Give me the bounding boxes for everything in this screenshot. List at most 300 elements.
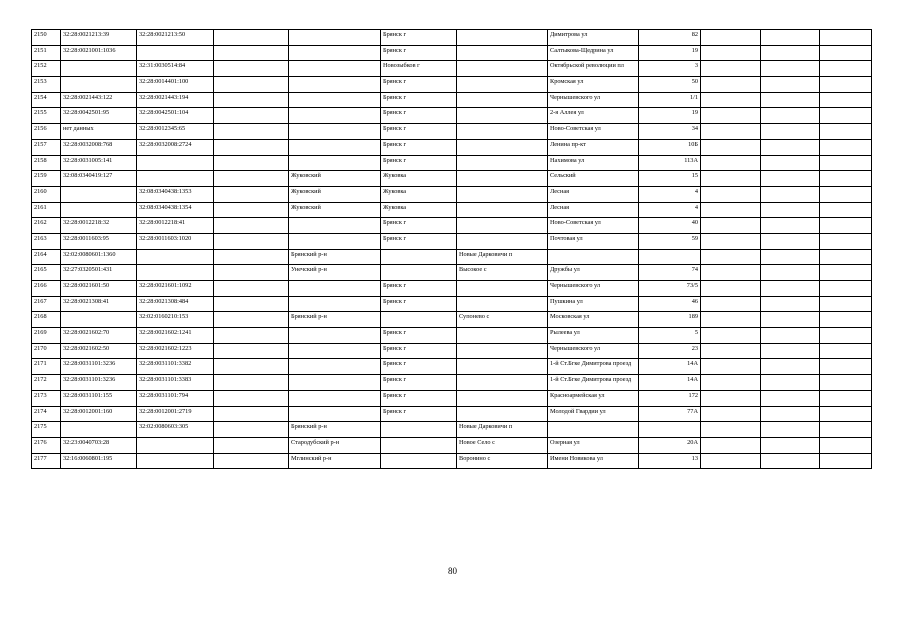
table-cell-n: 2157 [32,139,61,155]
table-cell-c3 [214,171,289,187]
table-cell-c1: 32:28:0011603:95 [61,233,137,249]
table-cell-c5: Брянск г [381,218,457,234]
table-cell-c5: Брянск г [381,296,457,312]
table-cell-c5: Брянск г [381,343,457,359]
table-cell-n: 2156 [32,124,61,140]
table-cell-c10 [761,139,820,155]
table-cell-c2: 32:28:0031101:3383 [137,375,214,391]
table-cell-c4 [289,77,381,93]
table-cell-c1: 32:28:0021602:70 [61,328,137,344]
table-cell-c4 [289,124,381,140]
table-cell-c1: 32:28:0042501:95 [61,108,137,124]
table-cell-c2: 32:28:0012001:2719 [137,406,214,422]
table-row [32,328,872,344]
table-cell-c2: 32:02:0160210:153 [137,312,214,328]
table-row [32,453,872,469]
table-cell-c4 [289,328,381,344]
table-cell-n: 2173 [32,390,61,406]
table-cell-n: 2176 [32,437,61,453]
table-cell-c3 [214,61,289,77]
table-cell-c3 [214,437,289,453]
table-cell-c2: 32:28:0021602:1241 [137,328,214,344]
table-cell-c10 [761,186,820,202]
table-cell-c2: 32:28:0012218:41 [137,218,214,234]
table-cell-c7: 1-й Ст.Бгке Димитрова проезд [548,359,639,375]
table-cell-c7: Рылеева ул [548,328,639,344]
table-cell-c5: Брянск г [381,30,457,46]
table-cell-c1: 32:08:0340419:127 [61,171,137,187]
table-cell-c3 [214,202,289,218]
table-cell-c1 [61,312,137,328]
table-cell-c7: Озерная ул [548,437,639,453]
table-cell-c7: Ново-Советская ул [548,218,639,234]
table-cell-c3 [214,422,289,438]
table-cell-c8: 172 [639,390,701,406]
table-cell-c10 [761,328,820,344]
table-cell-c9 [701,281,761,297]
table-cell-c2: 32:28:0031101:3382 [137,359,214,375]
table-cell-c8: 189 [639,312,701,328]
table-cell-c11 [820,343,872,359]
table-cell-c10 [761,422,820,438]
table-cell-c1: 32:27:0320501:431 [61,265,137,281]
table-cell-c2 [137,437,214,453]
table-cell-c10 [761,92,820,108]
table-row [32,406,872,422]
table-cell-c11 [820,359,872,375]
table-cell-c10 [761,233,820,249]
table-cell-c11 [820,422,872,438]
table-cell-c1: 32:16:0060801:195 [61,453,137,469]
table-cell-c9 [701,202,761,218]
table-cell-c4: Брянский р-н [289,249,381,265]
table-cell-c1: нет данных [61,124,137,140]
table-cell-c1: 32:28:0031101:155 [61,390,137,406]
table-row [32,375,872,391]
table-cell-n: 2171 [32,359,61,375]
table-cell-c7: Ленина пр-кт [548,139,639,155]
table-row [32,202,872,218]
table-cell-c3 [214,155,289,171]
table-cell-c10 [761,108,820,124]
table-row [32,171,872,187]
table-cell-c8: 77А [639,406,701,422]
table-cell-c9 [701,390,761,406]
table-cell-n: 2152 [32,61,61,77]
table-cell-c6 [457,77,548,93]
table-cell-c3 [214,139,289,155]
table-cell-n: 2164 [32,249,61,265]
table-cell-c8: 34 [639,124,701,140]
table-cell-c4 [289,390,381,406]
table-cell-c10 [761,124,820,140]
table-cell-c8: 14А [639,375,701,391]
table-cell-c9 [701,186,761,202]
table-cell-c4 [289,139,381,155]
table-cell-c5: Брянск г [381,92,457,108]
table-cell-c11 [820,139,872,155]
table-cell-c7: Лесная [548,202,639,218]
table-cell-c7: Сельский [548,171,639,187]
table-cell-c3 [214,233,289,249]
table-cell-c4: Брянский р-н [289,312,381,328]
table-row [32,155,872,171]
table-cell-c7: Красноармейская ул [548,390,639,406]
table-cell-n: 2175 [32,422,61,438]
table-cell-c9 [701,108,761,124]
table-cell-c11 [820,390,872,406]
table-cell-c9 [701,328,761,344]
table-cell-c5 [381,422,457,438]
table-cell-c8: 59 [639,233,701,249]
table-cell-c5: Жуковка [381,186,457,202]
table-cell-c9 [701,139,761,155]
table-cell-c9 [701,124,761,140]
table-cell-c5 [381,265,457,281]
table-cell-c5: Брянск г [381,45,457,61]
table-cell-c7: Чернышевского ул [548,343,639,359]
table-cell-c10 [761,437,820,453]
table-cell-c8 [639,249,701,265]
table-cell-c11 [820,61,872,77]
table-cell-c6: Супонево с [457,312,548,328]
table-cell-c2: 32:31:0030514:84 [137,61,214,77]
table-cell-c11 [820,92,872,108]
table-cell-c4 [289,30,381,46]
table-cell-c5 [381,312,457,328]
table-cell-c4 [289,343,381,359]
table-cell-c4 [289,155,381,171]
table-cell-c6 [457,296,548,312]
table-cell-c2: 32:08:0340438:1353 [137,186,214,202]
table-cell-c10 [761,202,820,218]
table-row [32,437,872,453]
table-cell-n: 2168 [32,312,61,328]
table-cell-c8: 74 [639,265,701,281]
table-cell-c2: 32:28:0011603:1020 [137,233,214,249]
table-cell-c6 [457,30,548,46]
table-cell-c5 [381,453,457,469]
table-cell-c9 [701,30,761,46]
table-row [32,30,872,46]
table-cell-c10 [761,296,820,312]
table-cell-c6 [457,233,548,249]
table-cell-c8: 1/1 [639,92,701,108]
table-cell-c7: Ново-Советская ул [548,124,639,140]
table-cell-c11 [820,108,872,124]
table-cell-c11 [820,328,872,344]
table-cell-c3 [214,343,289,359]
table-cell-c4: Стародубский р-н [289,437,381,453]
table-cell-c5: Брянск г [381,375,457,391]
table-cell-c8 [639,422,701,438]
table-cell-c3 [214,265,289,281]
table-cell-c3 [214,186,289,202]
table-cell-c9 [701,92,761,108]
table-cell-c6 [457,92,548,108]
table-cell-c8: 10Б [639,139,701,155]
table-cell-c11 [820,265,872,281]
table-cell-c1 [61,186,137,202]
table-cell-c8: 73/5 [639,281,701,297]
table-cell-c6 [457,108,548,124]
table-cell-c7: Чернышевского ул [548,92,639,108]
table-cell-c4 [289,92,381,108]
table-cell-c9 [701,312,761,328]
table-cell-n: 2163 [32,233,61,249]
table-cell-c4: Унечский р-н [289,265,381,281]
table-cell-c11 [820,281,872,297]
table-cell-c6: Новое Село с [457,437,548,453]
table-cell-c3 [214,453,289,469]
table-cell-c9 [701,422,761,438]
table-cell-c8: 3 [639,61,701,77]
table-cell-c6 [457,139,548,155]
table-cell-c7: Кромская ул [548,77,639,93]
table-cell-c4 [289,359,381,375]
table-cell-c3 [214,249,289,265]
table-cell-c1: 32:28:0012218:32 [61,218,137,234]
table-cell-c2: 32:28:0021308:484 [137,296,214,312]
table-cell-n: 2160 [32,186,61,202]
table-cell-c6 [457,281,548,297]
table-cell-c9 [701,171,761,187]
table-row [32,343,872,359]
table-cell-c4 [289,375,381,391]
table-cell-c9 [701,45,761,61]
table-cell-c3 [214,390,289,406]
table-cell-c5: Брянск г [381,281,457,297]
table-cell-c10 [761,265,820,281]
table-cell-c3 [214,108,289,124]
table-cell-c4: Жуковский [289,186,381,202]
table-cell-c11 [820,155,872,171]
table-cell-c6 [457,45,548,61]
table-cell-c9 [701,77,761,93]
table-cell-c5: Брянск г [381,359,457,375]
table-cell-n: 2174 [32,406,61,422]
table-cell-c1: 32:28:0031005:141 [61,155,137,171]
table-cell-c3 [214,375,289,391]
table-row [32,186,872,202]
table-cell-c8: 19 [639,45,701,61]
table-cell-c9 [701,359,761,375]
table-cell-n: 2153 [32,77,61,93]
table-cell-c5: Жуковка [381,171,457,187]
table-row [32,92,872,108]
table-cell-c3 [214,312,289,328]
table-row [32,359,872,375]
table-cell-c7: Московская ул [548,312,639,328]
table-cell-c3 [214,124,289,140]
table-cell-n: 2161 [32,202,61,218]
table-cell-c6 [457,343,548,359]
table-cell-c11 [820,30,872,46]
table-cell-c5: Брянск г [381,233,457,249]
table-cell-c3 [214,77,289,93]
table-cell-n: 2165 [32,265,61,281]
table-cell-c1: 32:28:0021213:39 [61,30,137,46]
table-cell-c2 [137,171,214,187]
table-cell-c2: 32:28:0021443:194 [137,92,214,108]
table-cell-c11 [820,202,872,218]
table-cell-c8: 50 [639,77,701,93]
table-cell-c2: 32:28:0042501:104 [137,108,214,124]
table-cell-c8: 19 [639,108,701,124]
table-cell-c5: Брянск г [381,77,457,93]
table-cell-c1 [61,77,137,93]
table-cell-c10 [761,281,820,297]
table-cell-c1: 32:28:0021443:122 [61,92,137,108]
table-cell-c6 [457,328,548,344]
table-cell-c11 [820,124,872,140]
table-cell-c1: 32:28:0021001:1036 [61,45,137,61]
table-row [32,77,872,93]
table-cell-c10 [761,343,820,359]
table-cell-n: 2159 [32,171,61,187]
table-cell-c3 [214,296,289,312]
table-cell-c10 [761,453,820,469]
table-cell-c6 [457,359,548,375]
table-cell-c10 [761,375,820,391]
table-cell-c10 [761,155,820,171]
table-cell-c5: Брянск г [381,406,457,422]
table-cell-c4: Мглинский р-н [289,453,381,469]
table-cell-c10 [761,312,820,328]
table-cell-c10 [761,30,820,46]
table-cell-c8: 5 [639,328,701,344]
table-cell-c11 [820,233,872,249]
table-cell-c4 [289,218,381,234]
table-cell-c2: 32:28:0031101:794 [137,390,214,406]
table-row [32,249,872,265]
table-cell-n: 2162 [32,218,61,234]
table-cell-c6 [457,218,548,234]
page-number: 80 [448,566,457,576]
table-cell-c7 [548,249,639,265]
table-cell-c11 [820,453,872,469]
table-cell-c2: 32:08:0340438:1354 [137,202,214,218]
table-row [32,124,872,140]
table-cell-c6 [457,375,548,391]
table-row [32,265,872,281]
table-cell-n: 2170 [32,343,61,359]
table-cell-c7: Димитрова ул [548,30,639,46]
table-cell-c8: 23 [639,343,701,359]
table-cell-n: 2154 [32,92,61,108]
table-cell-c3 [214,218,289,234]
table-cell-c7: 2-я Аллея ул [548,108,639,124]
table-cell-c11 [820,437,872,453]
table-cell-c4 [289,406,381,422]
table-cell-c2: 32:28:0012345:65 [137,124,214,140]
table-cell-c7: Почтовая ул [548,233,639,249]
table-cell-c5: Брянск г [381,155,457,171]
table-cell-c2 [137,453,214,469]
table-cell-c4 [289,296,381,312]
table-cell-c10 [761,218,820,234]
table-cell-n: 2166 [32,281,61,297]
table-cell-c8: 13 [639,453,701,469]
table-cell-c6: Воронино с [457,453,548,469]
table-cell-c9 [701,61,761,77]
table-cell-c7: 1-й Ст.Бгке Димитрова проезд [548,375,639,391]
table-cell-c11 [820,186,872,202]
table-cell-c6 [457,171,548,187]
table-cell-c1: 32:28:0031101:3236 [61,359,137,375]
table-cell-c9 [701,296,761,312]
table-cell-c10 [761,45,820,61]
table-cell-c10 [761,390,820,406]
table-body [32,30,872,469]
table-cell-c7: Имени Новикова ул [548,453,639,469]
table-cell-c4 [289,61,381,77]
table-row [32,422,872,438]
table-cell-c1: 32:23:0040703:28 [61,437,137,453]
table-cell-c9 [701,265,761,281]
table-cell-c1: 32:28:0032008:768 [61,139,137,155]
table-row [32,281,872,297]
table-cell-n: 2177 [32,453,61,469]
table-cell-c6 [457,406,548,422]
table-cell-c2: 32:02:0080603:305 [137,422,214,438]
table-cell-c1: 32:02:0080601:1360 [61,249,137,265]
table-cell-c9 [701,375,761,391]
table-cell-c8: 4 [639,186,701,202]
table-cell-c6 [457,202,548,218]
table-cell-c9 [701,155,761,171]
table-row [32,139,872,155]
table-cell-c5 [381,437,457,453]
table-cell-c3 [214,281,289,297]
table-cell-c2 [137,45,214,61]
table-cell-n: 2167 [32,296,61,312]
table-cell-c9 [701,249,761,265]
table-cell-c2 [137,265,214,281]
table-cell-c9 [701,218,761,234]
table-cell-c3 [214,328,289,344]
table-cell-c6: Высокое с [457,265,548,281]
table-cell-c11 [820,375,872,391]
table-cell-c1: 32:28:0021308:41 [61,296,137,312]
table-cell-c7: Октябрьской революции пл [548,61,639,77]
table-cell-c7: Нахимова ул [548,155,639,171]
table-cell-c4: Брянский р-н [289,422,381,438]
table-cell-c2: 32:28:0021602:1223 [137,343,214,359]
table-cell-c4: Жуковский [289,171,381,187]
table-cell-c3 [214,30,289,46]
table-cell-n: 2172 [32,375,61,391]
table-cell-c7: Салтыкова-Щедрина ул [548,45,639,61]
table-cell-c2: 32:28:0032008:2724 [137,139,214,155]
table-cell-c11 [820,77,872,93]
table-row [32,233,872,249]
table-cell-c8: 15 [639,171,701,187]
table-cell-c11 [820,296,872,312]
register-table [31,29,872,469]
table-cell-c2: 32:28:0014401:100 [137,77,214,93]
table-row [32,61,872,77]
table-cell-c1: 32:28:0021601:50 [61,281,137,297]
table-cell-c11 [820,171,872,187]
table-cell-c1: 32:28:0012001:160 [61,406,137,422]
table-cell-c10 [761,406,820,422]
table-cell-c11 [820,406,872,422]
table-row [32,45,872,61]
table-cell-c5: Новозыбков г [381,61,457,77]
table-cell-c8: 14А [639,359,701,375]
table-cell-c1: 32:28:0031101:3236 [61,375,137,391]
